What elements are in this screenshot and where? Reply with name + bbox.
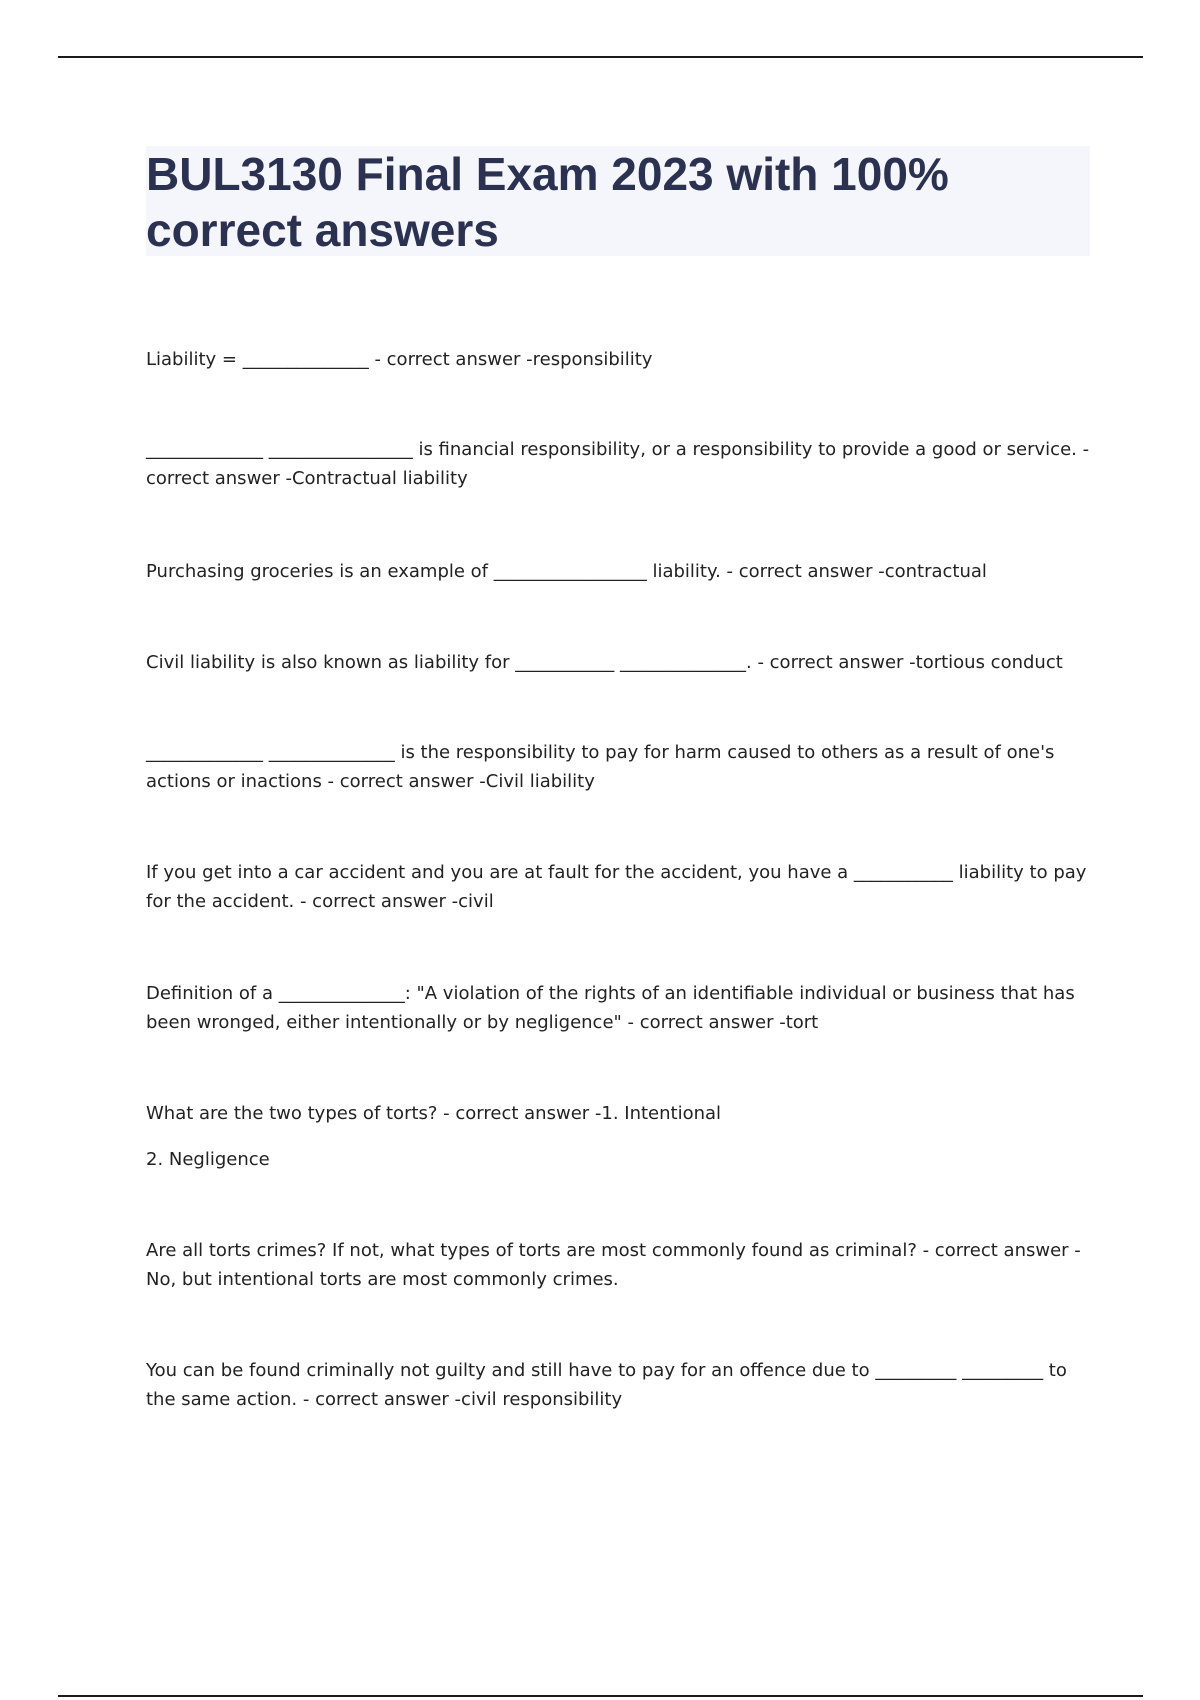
qa-text: You can be found criminally not guilty and still have to pay for an offence due to _________ _________ to the same action. - correct answer -civil responsibility xyxy=(146,1360,1067,1410)
qa-item xyxy=(146,557,1096,586)
qa-text: If you get into a car accident and you are at fault for the accident, you have a ___________ liability to pay for the accident. - correct answer -civil xyxy=(146,862,1087,912)
qa-item xyxy=(146,738,1096,796)
qa-text: Are all torts crimes? If not, what types of torts are most commonly found as criminal? - correct answer -No, but intentional torts are most commonly crimes. xyxy=(146,1240,1081,1290)
qa-item xyxy=(146,979,1096,1037)
title-banner xyxy=(146,146,1090,256)
qa-item xyxy=(146,858,1096,916)
bottom-divider xyxy=(58,1695,1143,1697)
qa-text: Civil liability is also known as liability for ___________ ______________. - correct answer -tortious conduct xyxy=(146,652,1063,673)
qa-text: _____________ ______________ is the responsibility to pay for harm caused to others as a result of one's actions or inactions - correct answer -Civil liability xyxy=(146,742,1055,792)
top-divider xyxy=(58,56,1143,58)
qa-text: _____________ ________________ is financial responsibility, or a responsibility to provide a good or service. - correct answer -Contractual liability xyxy=(146,439,1090,489)
qa-item xyxy=(146,1356,1096,1414)
document-title: BUL3130 Final Exam 2023 with 100% correct answers xyxy=(146,148,949,256)
qa-text: What are the two types of torts? - correct answer -1. Intentional xyxy=(146,1103,722,1124)
qa-text: Definition of a ______________: "A violation of the rights of an identifiable individual or business that has been wronged, either intentionally or by negligence" - correct answer -tort xyxy=(146,983,1075,1033)
qa-item xyxy=(146,345,1096,374)
qa-text-continuation: 2. Negligence xyxy=(146,1149,270,1170)
qa-text: Liability = ______________ - correct answer -responsibility xyxy=(146,349,653,370)
qa-text: Purchasing groceries is an example of _________________ liability. - correct answer -contractual xyxy=(146,561,987,582)
qa-item xyxy=(146,648,1096,677)
qa-item xyxy=(146,435,1096,493)
qa-item xyxy=(146,1236,1096,1294)
qa-item xyxy=(146,1099,1096,1174)
